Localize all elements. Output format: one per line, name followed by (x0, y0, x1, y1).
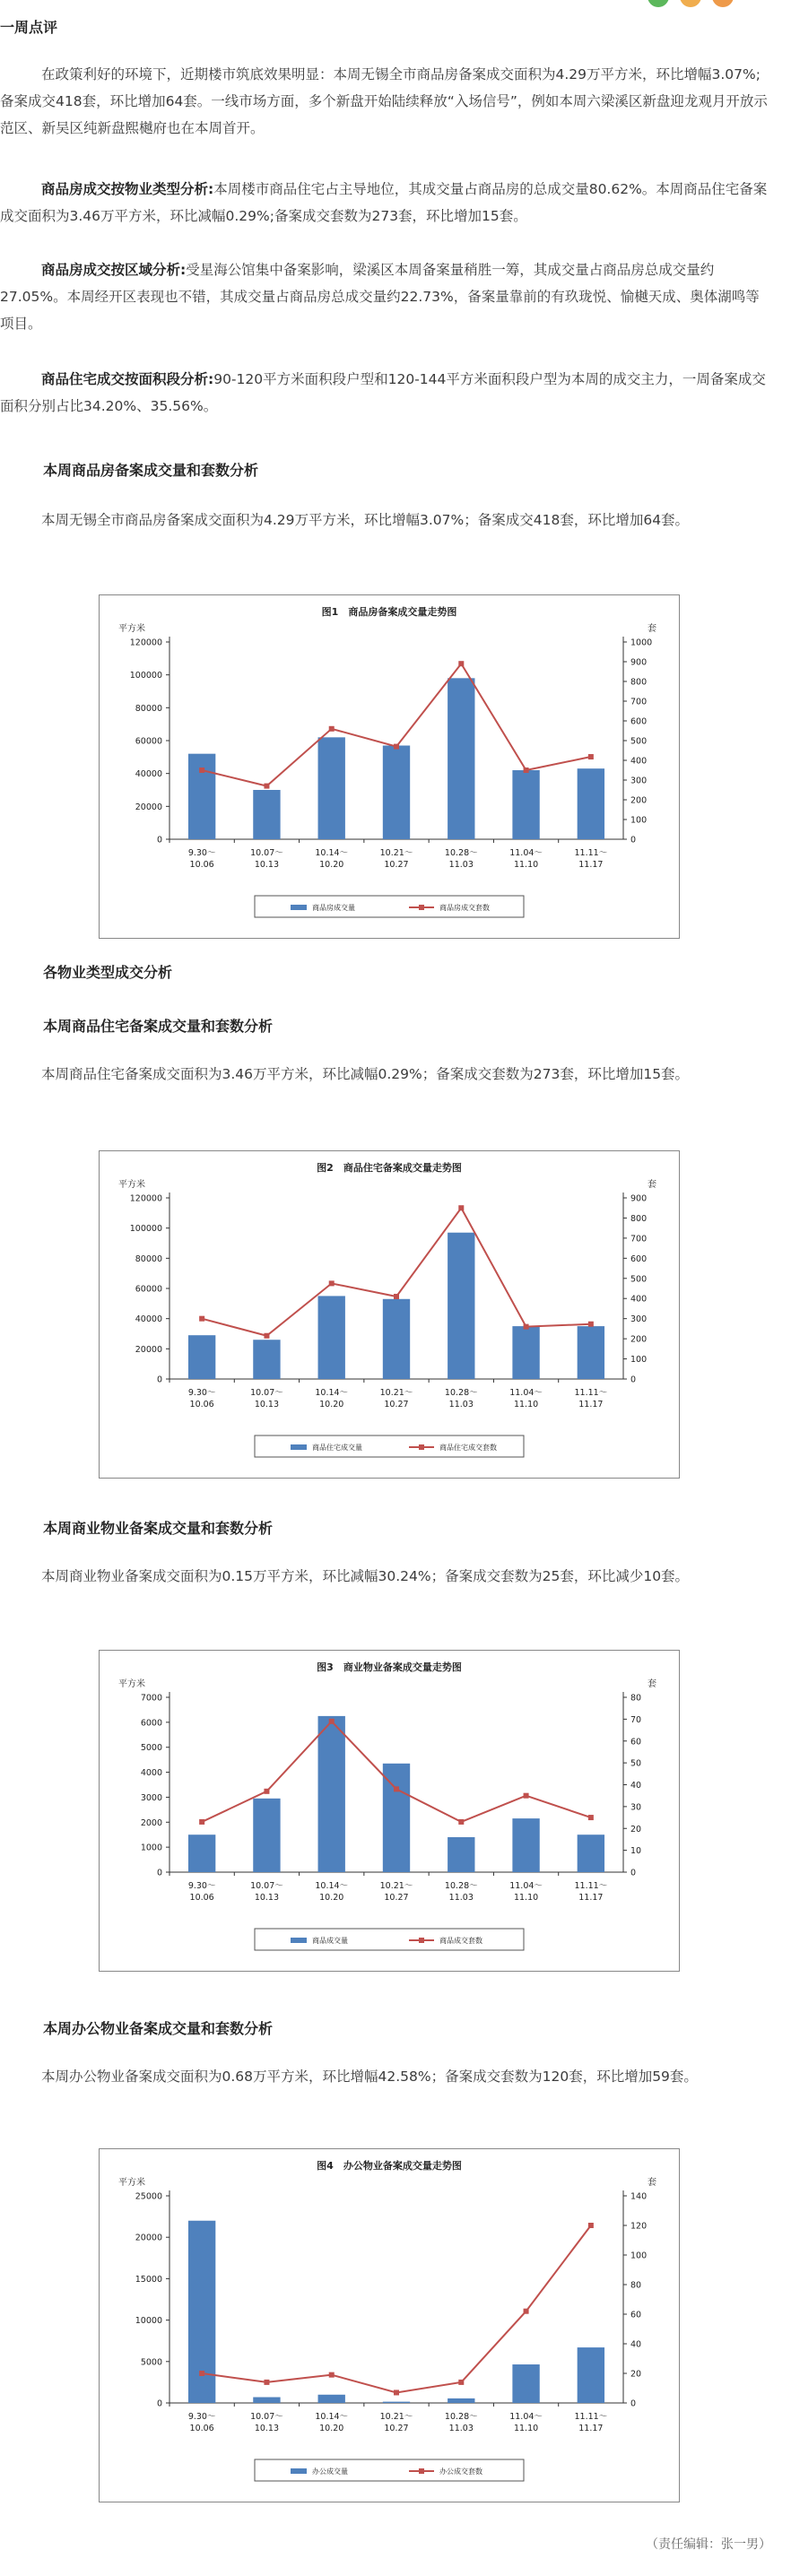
line-point (394, 2390, 399, 2395)
summary-paragraph-4-label: 商品住宅成交按面积段分析: (41, 371, 214, 387)
y2-tick-label: 60 (630, 1737, 642, 1748)
s3-text: 本周商品住宅备案成交面积为3.46万平方米，环比减幅0.29%；备案成交套数为273套，环比增加15套。 (41, 1066, 690, 1082)
chart-svg (100, 1651, 679, 1971)
legend-line-label: 商品成交套数 (439, 1937, 482, 1945)
bar (253, 1799, 280, 1872)
summary-paragraph-2-label: 商品房成交按物业类型分析: (41, 181, 214, 197)
x-tick-label: 10.21～ (379, 2412, 413, 2422)
x-tick-label: 11.10 (513, 1400, 539, 1409)
line-point (458, 1819, 464, 1825)
x-tick-label: 9.30～ (187, 1881, 216, 1891)
bar (512, 2364, 539, 2403)
y-tick-label: 15000 (135, 2274, 162, 2285)
x-tick-label: 11.04～ (509, 1881, 543, 1891)
y2-tick-label: 900 (630, 657, 648, 668)
x-tick-label: 11.03 (448, 2424, 474, 2433)
x-tick-label: 11.11～ (574, 2412, 608, 2422)
x-tick-label: 11.04～ (509, 2412, 543, 2422)
x-tick-label: 10.14～ (315, 848, 349, 858)
line-point (199, 768, 204, 773)
line-point (524, 1324, 529, 1330)
chart-3 (99, 1650, 680, 1972)
y-tick-label: 0 (156, 2398, 162, 2409)
y2-tick-label: 40 (630, 1781, 642, 1791)
x-tick-label: 10.06 (189, 860, 214, 870)
y2-axis-label: 套 (648, 2178, 656, 2188)
y2-axis-label: 套 (648, 624, 656, 634)
y-tick-label: 120000 (129, 1193, 162, 1204)
y2-tick-label: 0 (630, 1868, 637, 1878)
line-point (264, 1333, 269, 1339)
x-tick-label: 11.04～ (509, 848, 543, 858)
line-point (264, 2380, 269, 2385)
legend-bar-label: 商品住宅成交量 (312, 1444, 362, 1452)
line-point (394, 744, 399, 750)
y-tick-label: 25000 (135, 2191, 162, 2202)
x-tick-label: 11.11～ (574, 1881, 608, 1891)
x-tick-label: 10.27 (384, 2424, 409, 2433)
y2-tick-label: 140 (630, 2191, 648, 2202)
share-orange2-icon[interactable] (712, 0, 734, 7)
x-tick-label: 11.03 (448, 860, 474, 870)
y2-tick-label: 200 (630, 795, 648, 806)
y2-tick-label: 60 (630, 2310, 642, 2320)
y2-tick-label: 800 (630, 1213, 648, 1224)
line-point (264, 784, 269, 789)
section-title: 一周点评 (0, 19, 58, 36)
y-tick-label: 10000 (135, 2316, 162, 2327)
summary-paragraph-4 (0, 366, 773, 420)
bar (512, 770, 539, 839)
bar (448, 678, 474, 839)
x-tick-label: 10.07～ (250, 848, 283, 858)
y2-axis-label: 套 (648, 1180, 656, 1190)
bar (448, 1837, 474, 1872)
x-tick-label: 10.28～ (444, 1881, 478, 1891)
bar (253, 2398, 280, 2403)
bar (318, 1296, 345, 1379)
y2-tick-label: 100 (630, 1355, 648, 1366)
y-axis-label: 平方米 (118, 2178, 145, 2188)
y-tick-label: 4000 (140, 1768, 162, 1779)
y2-tick-label: 120 (630, 2221, 648, 2232)
y-tick-label: 0 (156, 835, 162, 846)
summary-paragraph-3 (0, 256, 773, 337)
summary-paragraph-3-label: 商品房成交按区域分析: (41, 262, 187, 278)
x-tick-label: 10.27 (384, 860, 409, 870)
s4-text: 本周商业物业备案成交面积为0.15万平方米，环比减幅30.24%；备案成交套数为25套，环比减少10套。 (41, 1568, 690, 1584)
x-tick-label: 10.07～ (250, 1881, 283, 1891)
s3-title: 本周商品住宅备案成交量和套数分析 (43, 1018, 274, 1035)
legend-line-marker (419, 905, 424, 910)
legend-bar-swatch (291, 905, 307, 910)
x-tick-label: 10.20 (319, 1893, 344, 1903)
x-tick-label: 10.07～ (250, 2412, 283, 2422)
bar (188, 1335, 215, 1379)
y2-tick-label: 50 (630, 1758, 642, 1769)
s2-title: 各物业类型成交分析 (43, 964, 173, 981)
bar (318, 1716, 345, 1872)
y2-tick-label: 0 (630, 1375, 637, 1385)
line-point (458, 2380, 464, 2385)
line-point (588, 1322, 594, 1327)
chart-title: 图2 商品住宅备案成交量走势图 (317, 1162, 462, 1174)
bar (578, 2347, 604, 2403)
y2-tick-label: 30 (630, 1802, 642, 1813)
x-tick-label: 10.20 (319, 2424, 344, 2433)
line-point (588, 1815, 594, 1820)
x-tick-label: 10.21～ (379, 1388, 413, 1398)
x-tick-label: 11.03 (448, 1893, 474, 1903)
bar (448, 2398, 474, 2403)
y-tick-label: 100000 (129, 1224, 162, 1235)
x-tick-label: 10.28～ (444, 1388, 478, 1398)
y-tick-label: 7000 (140, 1693, 162, 1704)
line-point (394, 1786, 399, 1791)
x-tick-label: 11.11～ (574, 1388, 608, 1398)
chart-2 (99, 1150, 680, 1479)
y2-axis-label: 套 (648, 1679, 656, 1689)
y2-tick-label: 20 (630, 2369, 642, 2380)
x-tick-label: 10.14～ (315, 2412, 349, 2422)
y2-tick-label: 900 (630, 1193, 648, 1204)
x-tick-label: 10.06 (189, 1893, 214, 1903)
y-tick-label: 20000 (135, 1344, 162, 1355)
y-tick-label: 120000 (129, 637, 162, 648)
line-point (264, 1789, 269, 1794)
y-tick-label: 3000 (140, 1792, 162, 1803)
y2-tick-label: 100 (630, 2251, 648, 2261)
line-point (458, 1205, 464, 1210)
line-point (329, 1719, 335, 1724)
y-tick-label: 100000 (129, 671, 162, 681)
y2-tick-label: 0 (630, 835, 637, 846)
y2-tick-label: 1000 (630, 637, 653, 648)
y2-tick-label: 700 (630, 1234, 648, 1245)
x-tick-label: 10.20 (319, 860, 344, 870)
line-point (524, 2309, 529, 2314)
x-tick-label: 10.06 (189, 2424, 214, 2433)
y2-tick-label: 500 (630, 1274, 648, 1285)
y2-tick-label: 70 (630, 1714, 642, 1725)
line-point (394, 1294, 399, 1299)
legend-bar-swatch (291, 1938, 307, 1943)
x-tick-label: 9.30～ (187, 848, 216, 858)
y2-tick-label: 600 (630, 716, 648, 727)
share-green-icon[interactable] (648, 0, 669, 7)
x-tick-label: 9.30～ (187, 2412, 216, 2422)
bar (188, 754, 215, 839)
x-tick-label: 10.13 (254, 1400, 280, 1409)
y2-tick-label: 40 (630, 2339, 642, 2350)
y-tick-label: 80000 (135, 703, 162, 714)
chart-title: 图4 办公物业备案成交量走势图 (317, 2160, 462, 2172)
x-tick-label: 11.17 (578, 1893, 604, 1903)
bar (188, 1834, 215, 1872)
y2-tick-label: 80 (630, 2280, 642, 2291)
chart-svg (100, 1151, 679, 1478)
legend-bar-label: 商品成交量 (312, 1937, 348, 1945)
y2-tick-label: 100 (630, 815, 648, 826)
y-tick-label: 6000 (140, 1718, 162, 1729)
y-tick-label: 2000 (140, 1817, 162, 1828)
x-tick-label: 10.20 (319, 1400, 344, 1409)
bar (512, 1326, 539, 1379)
legend-line-marker (419, 1444, 424, 1450)
legend-line-label: 商品住宅成交套数 (439, 1444, 497, 1452)
x-tick-label: 10.14～ (315, 1388, 349, 1398)
bar (318, 737, 345, 839)
x-tick-label: 11.10 (513, 1893, 539, 1903)
y2-tick-label: 20 (630, 1824, 642, 1834)
y-tick-label: 5000 (140, 1743, 162, 1754)
y2-tick-label: 10 (630, 1846, 642, 1857)
bar (318, 2395, 345, 2403)
y2-tick-label: 0 (630, 2398, 637, 2409)
x-tick-label: 11.03 (448, 1400, 474, 1409)
line-point (199, 1819, 204, 1825)
y2-tick-label: 300 (630, 1314, 648, 1325)
line-point (588, 754, 594, 759)
x-tick-label: 10.21～ (379, 1881, 413, 1891)
x-tick-label: 11.17 (578, 2424, 604, 2433)
chart-title: 图3 商业物业备案成交量走势图 (317, 1661, 462, 1673)
bar (383, 1299, 410, 1379)
summary-paragraph-2 (0, 176, 773, 230)
line-point (458, 661, 464, 666)
legend-bar-label: 办公成交量 (312, 2468, 348, 2476)
x-tick-label: 10.21～ (379, 848, 413, 858)
legend-line-marker (419, 1938, 424, 1943)
y-tick-label: 0 (156, 1375, 162, 1385)
y-tick-label: 40000 (135, 769, 162, 780)
y2-tick-label: 400 (630, 1294, 648, 1305)
x-tick-label: 10.06 (189, 1400, 214, 1409)
y2-tick-label: 600 (630, 1253, 648, 1264)
bar (253, 790, 280, 839)
bar (578, 768, 604, 839)
x-tick-label: 10.13 (254, 860, 280, 870)
bar (253, 1340, 280, 1379)
line-point (329, 726, 335, 732)
bar (383, 746, 410, 840)
x-tick-label: 9.30～ (187, 1388, 216, 1398)
legend-bar-swatch (291, 1444, 307, 1450)
x-tick-label: 11.10 (513, 2424, 539, 2433)
chart-title: 图1 商品房备案成交量走势图 (321, 606, 457, 618)
y-tick-label: 0 (156, 1868, 162, 1878)
legend-line-label: 办公成交套数 (439, 2468, 482, 2476)
line-point (524, 1793, 529, 1799)
x-tick-label: 10.28～ (444, 2412, 478, 2422)
legend-line-marker (419, 2468, 424, 2474)
y-axis-label: 平方米 (118, 624, 145, 634)
y2-tick-label: 300 (630, 776, 648, 786)
y-tick-label: 5000 (140, 2357, 162, 2368)
x-tick-label: 10.14～ (315, 1881, 349, 1891)
legend-line-label: 商品房成交套数 (439, 904, 490, 912)
x-tick-label: 11.10 (513, 860, 539, 870)
s4-title: 本周商业物业备案成交量和套数分析 (43, 1520, 274, 1537)
chart-svg (100, 2149, 679, 2502)
legend-bar-swatch (291, 2468, 307, 2474)
y-tick-label: 80000 (135, 1253, 162, 1264)
y2-tick-label: 400 (630, 756, 648, 767)
line-point (329, 2372, 335, 2378)
y-axis-label: 平方米 (118, 1679, 145, 1689)
y2-tick-label: 700 (630, 697, 648, 707)
summary-paragraph-1: 在政策利好的环境下，近期楼市筑底效果明显：本周无锡全市商品房备案成交面积为4.29万平方米，环比增幅3.07%;备案成交418套，环比增加64套。一线市场方面，多个新盘开始陆续释放“入场信号”，例如本周六梁溪区新盘迎龙观月开放示范区、新吴区纯新盘熙樾府也在本周首开。 (0, 66, 768, 136)
y2-tick-label: 500 (630, 736, 648, 747)
line-point (329, 1280, 335, 1286)
summary-paragraph-3-text: 受星海公馆集中备案影响，梁溪区本周备案量稍胜一筹，其成交量占商品房总成交量约27.05%。本周经开区表现也不错，其成交量占商品房总成交量约22.73%，备案量靠前的有玖珑悦、愉樾天成、奥体湖鸣等项目。 (0, 262, 760, 332)
s1-text: 本周无锡全市商品房备案成交面积为4.29万平方米，环比增幅3.07%；备案成交418套，环比增加64套。 (41, 512, 690, 528)
bar (448, 1233, 474, 1379)
x-tick-label: 11.04～ (509, 1388, 543, 1398)
bar (578, 1326, 604, 1379)
x-tick-label: 10.27 (384, 1893, 409, 1903)
x-tick-label: 11.11～ (574, 848, 608, 858)
s5-title: 本周办公物业备案成交量和套数分析 (43, 2020, 274, 2037)
chart-1 (99, 594, 680, 939)
y-tick-label: 40000 (135, 1314, 162, 1325)
s5-text: 本周办公物业备案成交面积为0.68万平方米，环比增幅42.58%；备案成交套数为120套，环比增加59套。 (41, 2069, 698, 2085)
x-tick-label: 10.13 (254, 2424, 280, 2433)
y2-tick-label: 80 (630, 1693, 642, 1704)
summary-paragraph-4-text: 90-120平方米面积段户型和120-144平方米面积段户型为本周的成交主力，一周备案成交面积分别占比34.20%、35.56%。 (0, 371, 766, 414)
footer-editor: （责任编辑：张一男） (646, 2537, 771, 2552)
y-tick-label: 60000 (135, 736, 162, 747)
bar (383, 2402, 410, 2403)
bar (578, 1834, 604, 1872)
x-tick-label: 11.17 (578, 1400, 604, 1409)
x-tick-label: 10.13 (254, 1893, 280, 1903)
x-tick-label: 10.27 (384, 1400, 409, 1409)
x-tick-label: 10.07～ (250, 1388, 283, 1398)
chart-svg (100, 595, 679, 938)
x-tick-label: 10.28～ (444, 848, 478, 858)
line-point (199, 2371, 204, 2376)
x-tick-label: 11.17 (578, 860, 604, 870)
line-point (524, 768, 529, 773)
line-point (588, 2223, 594, 2228)
y-axis-label: 平方米 (118, 1180, 145, 1190)
s1-title: 本周商品房备案成交量和套数分析 (43, 462, 259, 479)
y-tick-label: 60000 (135, 1284, 162, 1295)
summary-paragraph-2-text: 本周楼市商品住宅占主导地位，其成交量占商品房的总成交量80.62%。本周商品住宅备案成交面积为3.46万平方米，环比减幅0.29%;备案成交套数为273套，环比增加15套。 (0, 181, 768, 224)
y2-tick-label: 800 (630, 677, 648, 688)
y-tick-label: 20000 (135, 802, 162, 812)
legend-bar-label: 商品房成交量 (312, 904, 355, 912)
chart-4 (99, 2148, 680, 2502)
line-point (199, 1316, 204, 1322)
y-tick-label: 1000 (140, 1843, 162, 1853)
bar (512, 1818, 539, 1872)
y-tick-label: 20000 (135, 2233, 162, 2243)
share-orange-icon[interactable] (680, 0, 701, 7)
y2-tick-label: 200 (630, 1334, 648, 1345)
